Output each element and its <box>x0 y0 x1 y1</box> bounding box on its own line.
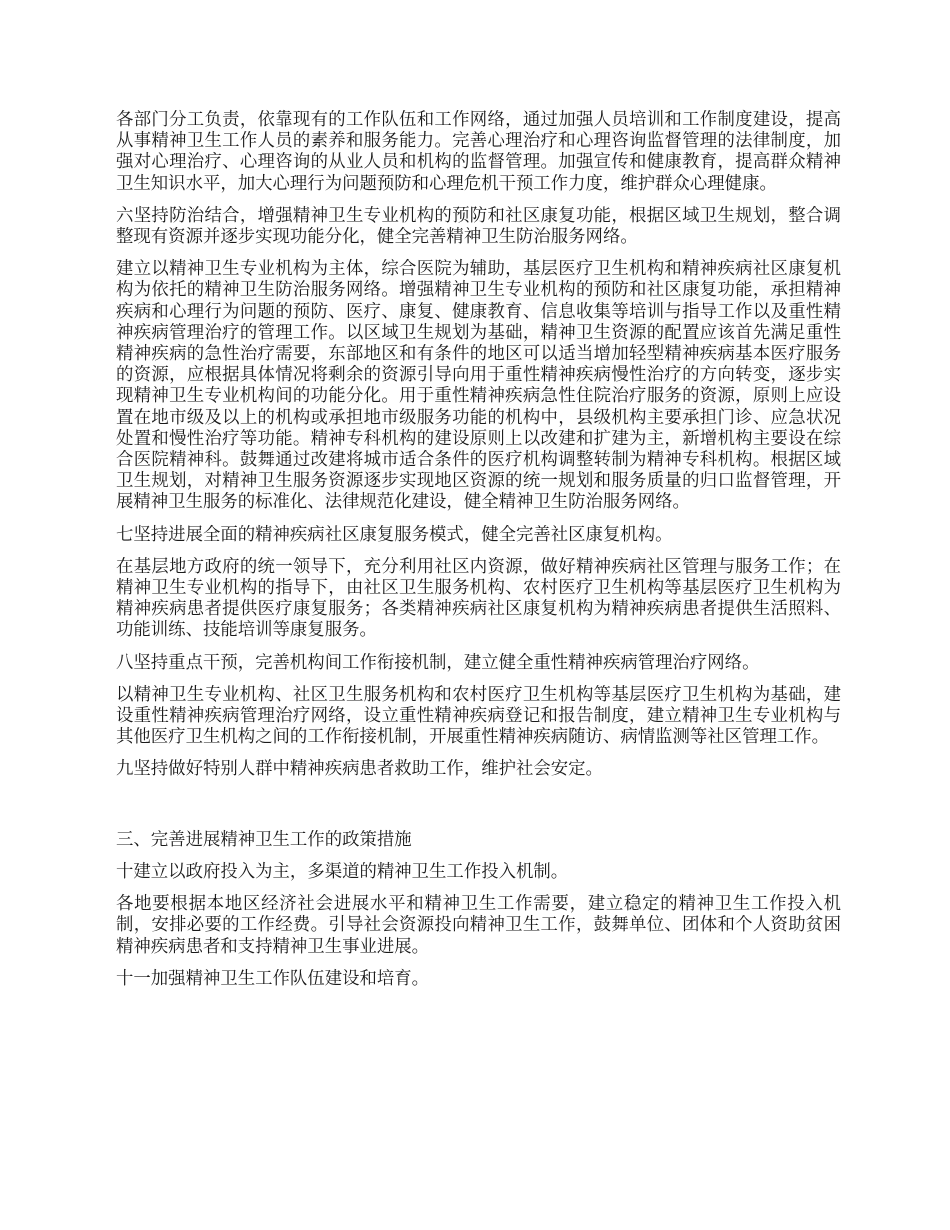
paragraph-item-10: 十建立以政府投入为主，多渠道的精神卫生工作投入机制。 <box>116 861 569 882</box>
paragraph-community-management: 在基层地方政府的统一领导下，充分利用社区内资源，做好精神疾病社区管理与服务工作；在精神卫生专业机构的指导下，由社区卫生服务机构、农村医疗卫生机构等基层医疗卫生机构为精神疾病患者提供医疗康复服务；各类精神疾病社区康复机构为精神疾病患者提供生活照料、功能训练、技能培训等康复服务。 <box>116 556 841 641</box>
paragraph-item-7: 七坚持进展全面的精神疾病社区康复服务模式，健全完善社区康复机构。 <box>116 524 673 545</box>
paragraph-item-6: 六坚持防治结合，增强精神卫生专业机构的预防和社区康复功能，根据区域卫生规划，整合调整现有资源并逐步实现功能分化，健全完善精神卫生防治服务网络。 <box>116 205 841 248</box>
paragraph-item-11: 十一加强精神卫生工作队伍建设和培育。 <box>116 968 430 989</box>
paragraph-treatment-network: 以精神卫生专业机构、社区卫生服务机构和农村医疗卫生机构等基层医疗卫生机构为基础，建设重性精神疾病管理治疗网络，设立重性精神疾病登记和报告制度，建立精神卫生专业机构与其他医疗卫生机构之间的工作衔接机制，开展重性精神疾病随访、病情监测等社区管理工作。 <box>116 684 841 748</box>
section-heading-3: 三、完善进展精神卫生工作的政策措施 <box>116 829 412 850</box>
paragraph-item-9: 九坚持做好特别人群中精神疾病患者救助工作，维护社会安定。 <box>116 759 603 780</box>
paragraph-item-8: 八坚持重点干预，完善机构间工作衔接机制，建立健全重性精神疾病管理治疗网络。 <box>116 652 760 673</box>
document-body <box>116 110 841 1001</box>
paragraph-staff-training: 各部门分工负责，依靠现有的工作队伍和工作网络，通过加强人员培训和工作制度建设，提高从事精神卫生工作人员的素养和服务能力。完善心理治疗和心理咨询监督管理的法律制度，加强对心理治疗、心理咨询的从业人员和机构的监督管理。加强宣传和健康教育，提高群众精神卫生知识水平，加大心理行为问题预防和心理危机干预工作力度，维护群众心理健康。 <box>116 110 841 194</box>
paragraph-funding: 各地要根据本地区经济社会进展水平和精神卫生工作需要，建立稳定的精神卫生工作投入机制，安排必要的工作经费。引导社会资源投向精神卫生工作，鼓舞单位、团体和个人资助贫困精神疾病患者和支持精神卫生事业进展。 <box>116 894 841 957</box>
paragraph-service-network: 建立以精神卫生专业机构为主体，综合医院为辅助，基层医疗卫生机构和精神疾病社区康复机构为依托的精神卫生防治服务网络。增强精神卫生专业机构的预防和社区康复功能，承担精神疾病和心理行为问题的预防、医疗、康复、健康教育、信息收集等培训与指导工作以及重性精神疾病管理治疗的管理工作。以区域卫生规划为基础，精神卫生资源的配置应该首先满足重性精神疾病的急性治疗需要，东部地区和有条件的地区可以适当增加轻型精神疾病基本医疗服务的资源，应根据具体情况将剩余的资源引导向用于重性精神疾病慢性治疗的方向转变，逐步实现精神卫生专业机构间的功能分化。用于重性精神疾病急性住院治疗服务的资源，原则上应设置在地市级及以上的机构或承担地市级服务功能的机构中，县级机构主要承担门诊、应急状况处置和慢性治疗等功能。精神专科机构的建设原则上以改建和扩建为主，新增机构主要设在综合医院精神科。鼓舞通过改建将城市适合条件的医疗机构调整转制为精神专科机构。根据区域卫生规划，对精神卫生服务资源逐步实现地区资源的统一规划和服务质量的归口监督管理，开展精神卫生服务的标准化、法律规范化建设，健全精神卫生防治服务网络。 <box>116 259 841 513</box>
